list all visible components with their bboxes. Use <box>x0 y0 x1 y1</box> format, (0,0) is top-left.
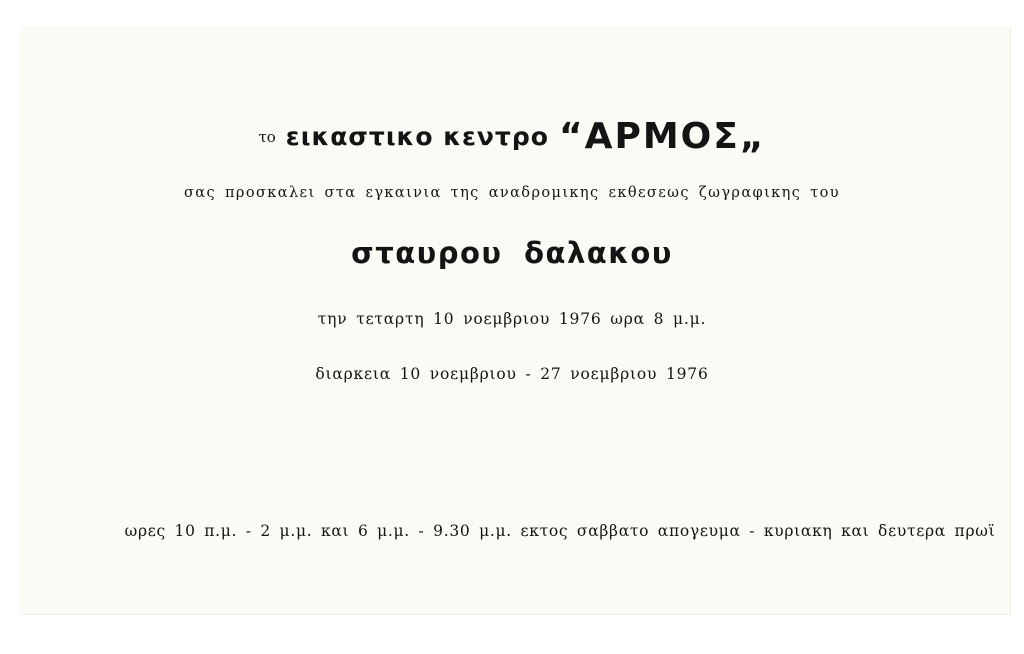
duration-line: διαρκεια 10 νοεμβριου - 27 νοεμβριου 1976 <box>315 365 709 383</box>
invite-line: σας προσκαλει στα εγκαινια της αναδρομικης εκθεσεως ζωγραφικης του <box>183 185 841 201</box>
header-brand-name: “ΑΡΜΟΣ„ <box>558 116 766 157</box>
header-title: εικαστικο κεντρο <box>285 122 549 151</box>
header-prefix: το <box>258 127 276 146</box>
artist-name: σταυρου δαλακου <box>351 236 673 270</box>
hours-line: ωρες 10 π.μ. - 2 μ.μ. και 6 μ.μ. - 9.30 μ.μ. εκτος σαββατο απογευμα - κυριακη και δευτερα πρωϊ <box>124 522 996 540</box>
header-line <box>0 116 1024 157</box>
opening-line: την τεταρτη 10 νοεμβριου 1976 ωρα 8 μ.μ. <box>317 310 707 328</box>
